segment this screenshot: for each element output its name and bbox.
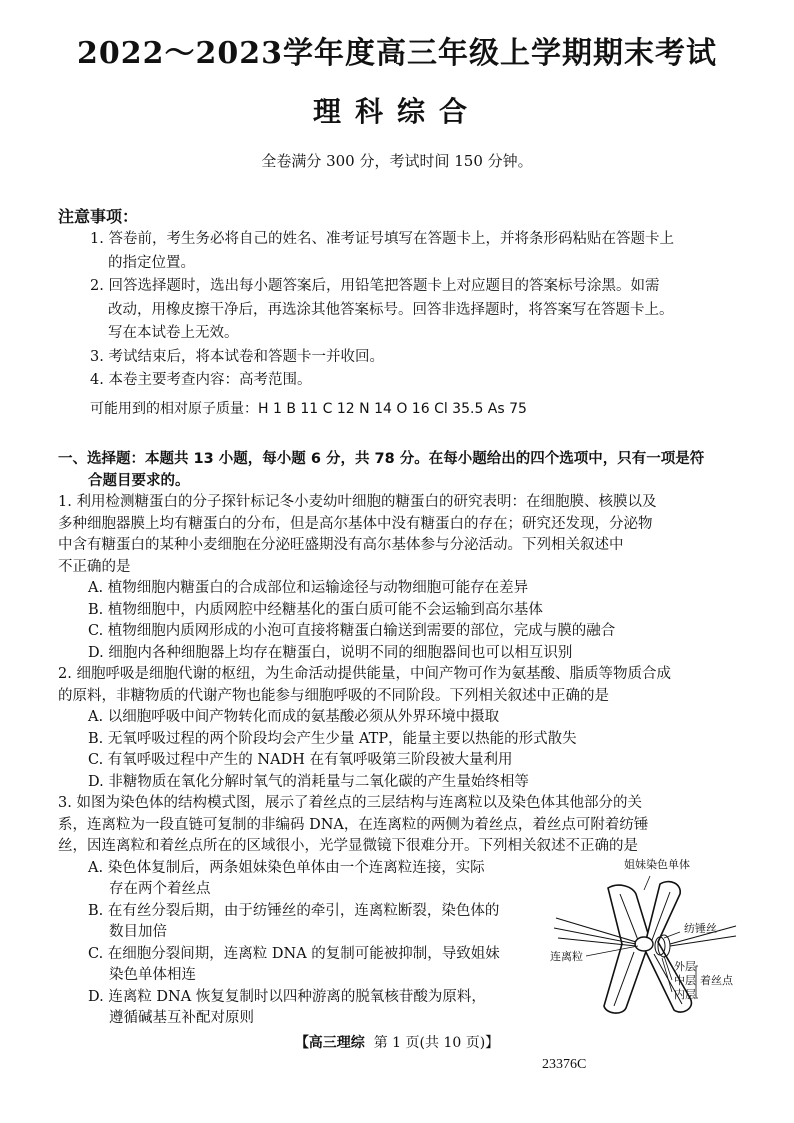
question-stem: 1. 利用检测糖蛋白的分子探针标记冬小麦幼叶细胞的糖蛋白的研究表明：在细胞膜、核膜以及: [58, 494, 657, 510]
exam-title: 2022～2023学年度高三年级上学期期末考试: [77, 36, 717, 71]
option-c: C. 在细胞分裂间期，连离粒 DNA 的复制可能被抑制，导致姐妹: [88, 945, 500, 962]
label-centromere-dna: 连离粒: [550, 950, 583, 963]
option-b: B. 植物细胞中，内质网腔中经糖基化的蛋白质可能不会运输到高尔基体: [88, 601, 543, 618]
option-c-cont: 染色单体相连: [109, 967, 196, 983]
option-a-cont: 存在两个着丝点: [109, 881, 211, 897]
notice-item: 写在本试卷上无效。: [108, 325, 239, 341]
question-3-options: [58, 858, 528, 1030]
notice-item: 4. 本卷主要考查内容：高考范围。: [90, 372, 312, 388]
footer-page: 第 1 页(共 10 页)】: [373, 1035, 500, 1051]
question-stem: 多种细胞器膜上均有糖蛋白的分布，但是高尔基体中没有糖蛋白的存在；研究还发现，分泌物: [58, 515, 653, 532]
notice-item: 2. 回答选择题时，选出每小题答案后，用铅笔把答题卡上对应题目的答案标号涂黑。如需: [90, 278, 660, 294]
footer-label: 【高三理综: [294, 1035, 365, 1051]
section-heading: [58, 448, 748, 492]
option-a: A. 植物细胞内糖蛋白的合成部位和运输途径与动物细胞可能存在差异: [88, 580, 529, 596]
atomic-masses: 可能用到的相对原子质量：H 1 B 11 C 12 N 14 O 16 Cl 35.5 As 75: [90, 401, 527, 417]
option-d-cont: 遵循碱基互补配对原则: [109, 1010, 254, 1026]
question-1: [58, 492, 748, 664]
question-2: [58, 664, 748, 793]
notice-list: [90, 228, 740, 393]
option-a: A. 染色体复制后，两条姐妹染色单体由一个连离粒连接，实际: [88, 859, 485, 876]
centromere-region: [635, 937, 653, 951]
notice-item: 3. 考试结束后，将本试卷和答题卡一并收回。: [90, 348, 384, 365]
option-b: B. 在有丝分裂后期，由于纺锤丝的牵引，连离粒断裂，染色体的: [88, 902, 500, 919]
question-stem: 2. 细胞呼吸是细胞代谢的枢纽，为生命活动提供能量，中间产物可作为氨基酸、脂质等物质合成: [58, 666, 671, 682]
section-heading-line: 合题目要求的。: [88, 473, 190, 489]
option-d: D. 非糖物质在氧化分解时氧气的消耗量与二氧化碳的产生量始终相等: [88, 773, 529, 790]
subject-title: 理科综合: [312, 95, 481, 128]
option-a: A. 以细胞呼吸中间产物转化而成的氨基酸必须从外界环境中摄取: [88, 709, 500, 725]
notice-item: 1. 答卷前，考生务必将自己的姓名、准考证号填写在答题卡上，并将条形码粘贴在答题卡上: [90, 231, 674, 247]
question-stem: 系，连离粒为一段直链可复制的非编码 DNA，在连离粒的两侧为着丝点，着丝点可附着纺锤: [58, 816, 649, 833]
option-c: C. 植物细胞内质网形成的小泡可直接将糖蛋白输送到需要的部位，完成与膜的融合: [88, 623, 616, 639]
label-spindle: 纺锤丝: [684, 922, 717, 935]
page-footer: [0, 1032, 794, 1052]
notice-item: 改动，用橡皮擦干净后，再选涂其他答案标号。回答非选择题时，将答案写在答题卡上。: [108, 301, 674, 318]
label-middle-layer: 中层: [674, 974, 696, 987]
notice-heading: 注意事项：: [58, 207, 139, 226]
option-d: D. 连离粒 DNA 恢复复制时以四种游离的脱氧核苷酸为原料，: [88, 988, 486, 1005]
chromosome-diagram: [540, 848, 740, 1023]
question-stem: 的原料，非糖物质的代谢产物也能参与细胞呼吸的不同阶段。下列相关叙述中正确的是: [58, 687, 609, 704]
label-kinetochore: 着丝点: [700, 974, 733, 987]
option-b: B. 无氧呼吸过程的两个阶段均会产生少量 ATP，能量主要以热能的形式散失: [88, 730, 577, 747]
label-inner-layer: 内层: [674, 988, 696, 1001]
question-stem: 3. 如图为染色体的结构模式图，展示了着丝点的三层结构与连离粒以及染色体其他部分的关: [58, 795, 642, 811]
label-outer-layer: 外层: [674, 960, 696, 973]
chromosome-figure: [540, 848, 740, 1023]
option-b-cont: 数目加倍: [109, 924, 167, 940]
section-heading-line: 一、选择题：本题共 13 小题，每小题 6 分，共 78 分。在每小题给出的四个选项中，只有一项是符: [58, 451, 705, 467]
question-stem: 中含有糖蛋白的某种小麦细胞在分泌旺盛期没有高尔基体参与分泌活动。下列相关叙述中: [58, 537, 624, 553]
exam-info: 全卷满分 300 分，考试时间 150 分钟。: [261, 152, 533, 170]
notice-item: 的指定位置。: [108, 254, 195, 271]
label-sister-chromatid: 姐妹染色单体: [624, 858, 690, 871]
option-c: C. 有氧呼吸过程中产生的 NADH 在有氧呼吸第三阶段被大量利用: [88, 752, 513, 768]
option-d: D. 细胞内各种细胞器上均存在糖蛋白，说明不同的细胞器间也可以相互识别: [88, 644, 573, 661]
question-stem: 不正确的是: [58, 558, 131, 575]
paper-code: 23376C: [542, 1057, 587, 1072]
question-stem: 丝，因连离粒和着丝点所在的区域很小，光学显微镜下很难分开。下列相关叙述不正确的是: [58, 838, 638, 854]
